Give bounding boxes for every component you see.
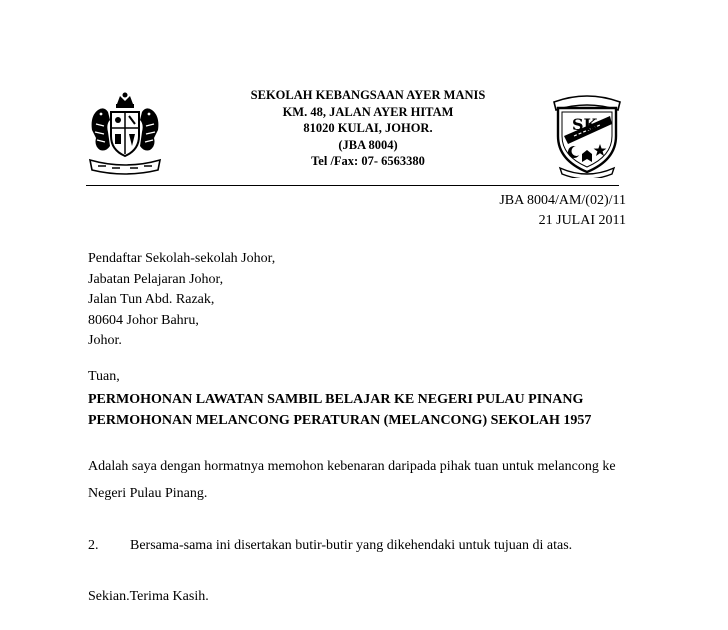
letterhead: [200, 87, 536, 170]
school-code: (JBA 8004): [338, 137, 398, 152]
address-line-1: KM. 48, JALAN AYER HITAM: [282, 104, 454, 119]
reference-number: JBA 8004/AM/(02)/11: [499, 193, 626, 208]
paragraph-2-text: Bersama-sama ini disertakan butir-butir yang dikehendaki untuk tujuan di atas.: [130, 538, 573, 553]
paragraph-1-line-2: Negeri Pulau Pinang.: [88, 486, 208, 501]
letter-date: 21 JULAI 2011: [538, 213, 626, 228]
paragraph-1-line-1: Adalah saya dengan hormatnya memohon kebenaran daripada pihak tuan untuk melancong ke: [88, 459, 616, 474]
recipient-line: Jalan Tun Abd. Razak,: [88, 292, 215, 308]
subject-line-2: PERMOHONAN MELANCONG PERATURAN (MELANCONG) SEKOLAH 1957: [88, 413, 592, 428]
letterhead-divider: [86, 185, 619, 186]
phone-fax: Tel /Fax: 07- 6563380: [311, 154, 425, 168]
address-line-2: 81020 KULAI, JOHOR.: [303, 121, 433, 135]
salutation: Tuan,: [88, 369, 120, 384]
school-emblem-label: SK: [572, 115, 598, 134]
school-emblem-icon: [548, 92, 626, 178]
recipient-line: Jabatan Pelajaran Johor,: [88, 271, 224, 287]
school-name: SEKOLAH KEBANGSAAN AYER MANIS: [250, 88, 486, 102]
paragraph-2-number: 2.: [88, 538, 99, 553]
closing: Sekian.Terima Kasih.: [88, 589, 209, 604]
johor-state-crest-icon: [84, 90, 166, 176]
subject-line-1: PERMOHONAN LAWATAN SAMBIL BELAJAR KE NEGERI PULAU PINANG: [88, 392, 584, 407]
recipient-line: Johor.: [88, 333, 122, 349]
recipient-address: [88, 249, 275, 352]
recipient-line: 80604 Johor Bahru,: [88, 312, 199, 328]
reference-block: [499, 191, 626, 231]
recipient-line: Pendaftar Sekolah-sekolah Johor,: [88, 251, 276, 266]
subject-block: [88, 389, 591, 431]
